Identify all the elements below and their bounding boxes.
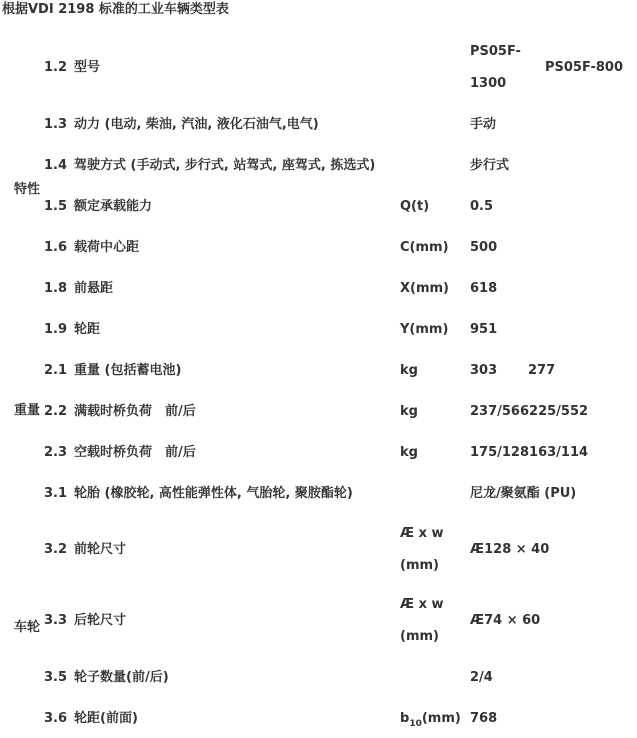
- row-number: 1.4: [44, 158, 68, 173]
- unit-tail: (mm): [421, 711, 461, 726]
- row-number: 3.3: [44, 613, 68, 628]
- row-name: 满载时桥负荷 前/后: [74, 404, 196, 419]
- row-name: 轮距: [74, 322, 101, 337]
- row-number: 1.3: [44, 117, 68, 132]
- row-unit: C(mm): [400, 240, 449, 255]
- row-value-2: PS05F-800: [545, 60, 623, 75]
- row-value-line2: 1300: [470, 76, 507, 91]
- unit-subscript: 10: [409, 719, 422, 729]
- row-number: 2.1: [44, 363, 68, 378]
- row-number: 1.8: [44, 281, 68, 296]
- row-number: 3.5: [44, 670, 68, 685]
- row-value: PS05F-: [470, 44, 521, 59]
- row-number: 1.2: [44, 60, 68, 75]
- row-name: 后轮尺寸: [74, 613, 127, 628]
- row-unit: Æ x w: [400, 597, 444, 612]
- row-number: 1.6: [44, 240, 68, 255]
- row-number: 3.2: [44, 542, 68, 557]
- row-name: 动力 (电动, 柴油, 汽油, 液化石油气,电气): [74, 117, 319, 132]
- row-value: 0.5: [470, 199, 494, 214]
- row-value: 768: [470, 711, 498, 726]
- row-name: 载荷中心距: [74, 240, 140, 255]
- row-name: 轮胎 (橡胶轮, 高性能弹性体, 气胎轮, 聚胺酯轮): [74, 486, 353, 501]
- row-value: 步行式: [470, 158, 510, 173]
- row-value: 303: [470, 363, 498, 378]
- row-value: 237/566225/552: [470, 404, 589, 419]
- row-value: 尼龙/聚氨酯 (PU): [470, 486, 577, 501]
- row-unit: kg: [400, 363, 418, 378]
- row-number: 1.5: [44, 199, 68, 214]
- row-name: 前悬距: [74, 281, 114, 296]
- row-value: 500: [470, 240, 498, 255]
- row-name: 驾驶方式 (手动式, 步行式, 站驾式, 座驾式, 拣选式): [74, 158, 376, 173]
- page-title: 根据VDI 2198 标准的工业车辆类型表: [2, 2, 229, 17]
- row-unit: Q(t): [400, 199, 430, 214]
- row-number: 2.2: [44, 404, 68, 419]
- row-unit: kg: [400, 404, 418, 419]
- row-unit-line2: (mm): [400, 629, 439, 644]
- row-unit: Æ x w: [400, 526, 444, 541]
- row-unit: Y(mm): [400, 322, 449, 337]
- row-name: 轮子数量(前/后): [74, 670, 169, 685]
- row-name: 重量 (包括蓄电池): [74, 363, 182, 378]
- row-name: 额定承载能力: [74, 199, 153, 214]
- row-value: Æ128 × 40: [470, 542, 550, 557]
- row-number: 3.6: [44, 711, 68, 726]
- row-unit: kg: [400, 445, 418, 460]
- row-value: 951: [470, 322, 498, 337]
- row-name: 轮距(前面): [74, 711, 138, 726]
- row-value: 手动: [470, 117, 497, 132]
- row-value: Æ74 × 60: [470, 613, 541, 628]
- group-label-wheels: 车轮: [14, 620, 41, 635]
- unit-base: b: [400, 711, 410, 726]
- row-unit-line2: (mm): [400, 558, 439, 573]
- row-unit: [400, 711, 461, 728]
- row-value-2: 277: [528, 363, 556, 378]
- row-number: 2.3: [44, 445, 68, 460]
- row-number: 3.1: [44, 486, 68, 501]
- row-value: 618: [470, 281, 498, 296]
- row-unit: X(mm): [400, 281, 449, 296]
- group-label-weight: 重量: [14, 403, 41, 418]
- row-value: 2/4: [470, 670, 493, 685]
- row-name: 前轮尺寸: [74, 542, 127, 557]
- row-name: 空载时桥负荷 前/后: [74, 445, 196, 460]
- row-name: 型号: [74, 60, 101, 75]
- group-label-characteristics: 特性: [14, 182, 41, 197]
- row-value: 175/128163/114: [470, 445, 589, 460]
- row-number: 1.9: [44, 322, 68, 337]
